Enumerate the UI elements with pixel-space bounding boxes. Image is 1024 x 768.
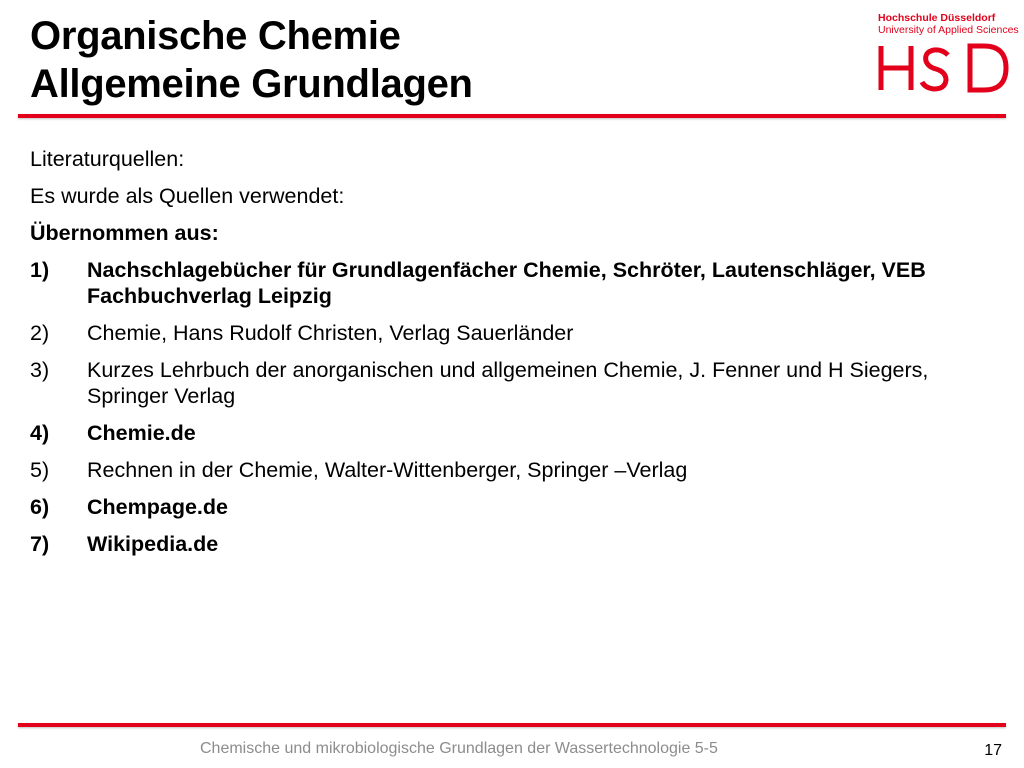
reference-item-1 — [30, 257, 1005, 309]
reference-item-7 — [30, 531, 1005, 557]
reference-item-2 — [30, 320, 1005, 346]
reference-number: 2) — [30, 321, 50, 345]
reference-text: Wikipedia.de — [87, 532, 219, 556]
header-divider — [18, 114, 1006, 118]
logo-org-name-en: University of Applied Sciences — [878, 24, 1019, 36]
reference-text: Chemie, Hans Rudolf Christen, Verlag Sauerländer — [87, 321, 574, 345]
reference-item-5 — [30, 457, 1005, 483]
slide-content — [30, 146, 1005, 568]
reference-item-4 — [30, 420, 1005, 446]
slide-title — [30, 12, 473, 108]
intro-taken-from: Übernommen aus: — [30, 221, 219, 245]
reference-text: Chempage.de — [87, 495, 228, 519]
hsd-logo — [878, 12, 1019, 96]
reference-text: Kurzes Lehrbuch der anorganischen und allgemeinen Chemie, J. Fenner und H Siegers, Springer Verlag — [87, 358, 929, 408]
reference-number: 4) — [30, 421, 50, 445]
reference-number: 1) — [30, 258, 50, 282]
reference-text: Chemie.de — [87, 421, 196, 445]
hsd-logo-mark — [878, 42, 1010, 94]
footer-text: Chemische und mikrobiologische Grundlagen der Wassertechnologie 5-5 — [200, 740, 718, 757]
reference-number: 3) — [30, 358, 50, 382]
reference-item-3 — [30, 357, 1005, 409]
reference-number: 7) — [30, 532, 50, 556]
logo-org-name: Hochschule Düsseldorf — [878, 12, 996, 24]
intro-sources: Es wurde als Quellen verwendet: — [30, 184, 345, 208]
reference-text: Nachschlagebücher für Grundlagenfächer Chemie, Schröter, Lautenschläger, VEB Fachbuchverlag Leipzig — [87, 258, 926, 308]
slide-title-line-1: Organische Chemie — [30, 14, 401, 58]
reference-number: 6) — [30, 495, 50, 519]
slide-title-line-2: Allgemeine Grundlagen — [30, 62, 473, 106]
reference-text: Rechnen in der Chemie, Walter-Wittenberger, Springer –Verlag — [87, 458, 688, 482]
reference-number: 5) — [30, 458, 50, 482]
footer-divider — [18, 723, 1006, 727]
reference-item-6 — [30, 494, 1005, 520]
page-number: 17 — [984, 742, 1002, 759]
intro-literature: Literaturquellen: — [30, 147, 185, 171]
